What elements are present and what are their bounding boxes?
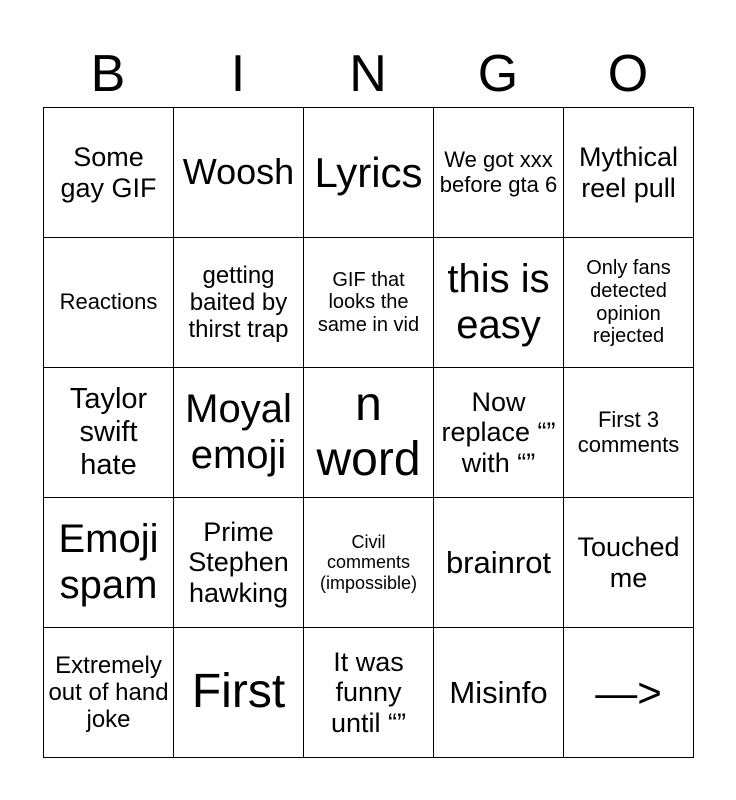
bingo-row bbox=[44, 368, 694, 498]
bingo-cell: Lyrics bbox=[304, 108, 434, 238]
bingo-cell: We got xxx before gta 6 bbox=[434, 108, 564, 238]
bingo-cell: GIF that looks the same in vid bbox=[304, 238, 434, 368]
bingo-row bbox=[44, 108, 694, 238]
bingo-cell: Prime Stephen hawking bbox=[174, 498, 304, 628]
bingo-cell: Now replace “” with “” bbox=[434, 368, 564, 498]
bingo-row bbox=[44, 628, 694, 758]
header-letter-o: O bbox=[607, 45, 649, 103]
bingo-cell: Woosh bbox=[174, 108, 304, 238]
bingo-cell: Extremely out of hand joke bbox=[44, 628, 174, 758]
bingo-cell: Taylor swift hate bbox=[44, 368, 174, 498]
bingo-row bbox=[44, 238, 694, 368]
header-letter-b: B bbox=[90, 45, 126, 103]
header-letter-n: N bbox=[349, 45, 387, 103]
bingo-cell: this is easy bbox=[434, 238, 564, 368]
bingo-cell: —> bbox=[564, 628, 694, 758]
bingo-cell: Moyal emoji bbox=[174, 368, 304, 498]
bingo-cell: Reactions bbox=[44, 238, 174, 368]
bingo-cell: Misinfo bbox=[434, 628, 564, 758]
bingo-cell: Mythical reel pull bbox=[564, 108, 694, 238]
header-letter-i: I bbox=[230, 45, 246, 103]
bingo-cell: getting baited by thirst trap bbox=[174, 238, 304, 368]
bingo-cell: First 3 comments bbox=[564, 368, 694, 498]
bingo-cell: Some gay GIF bbox=[44, 108, 174, 238]
bingo-header bbox=[43, 42, 693, 106]
bingo-cell: It was funny until “” bbox=[304, 628, 434, 758]
bingo-cell: Civil comments (impossible) bbox=[304, 498, 434, 628]
bingo-cell: First bbox=[174, 628, 304, 758]
bingo-cell: Only fans detected opinion rejected bbox=[564, 238, 694, 368]
bingo-cell: n word bbox=[304, 368, 434, 498]
bingo-cell: brainrot bbox=[434, 498, 564, 628]
bingo-card-grid bbox=[43, 107, 694, 758]
bingo-row bbox=[44, 498, 694, 628]
header-letter-g: G bbox=[477, 45, 519, 103]
bingo-cell: Touched me bbox=[564, 498, 694, 628]
bingo-cell: Emoji spam bbox=[44, 498, 174, 628]
